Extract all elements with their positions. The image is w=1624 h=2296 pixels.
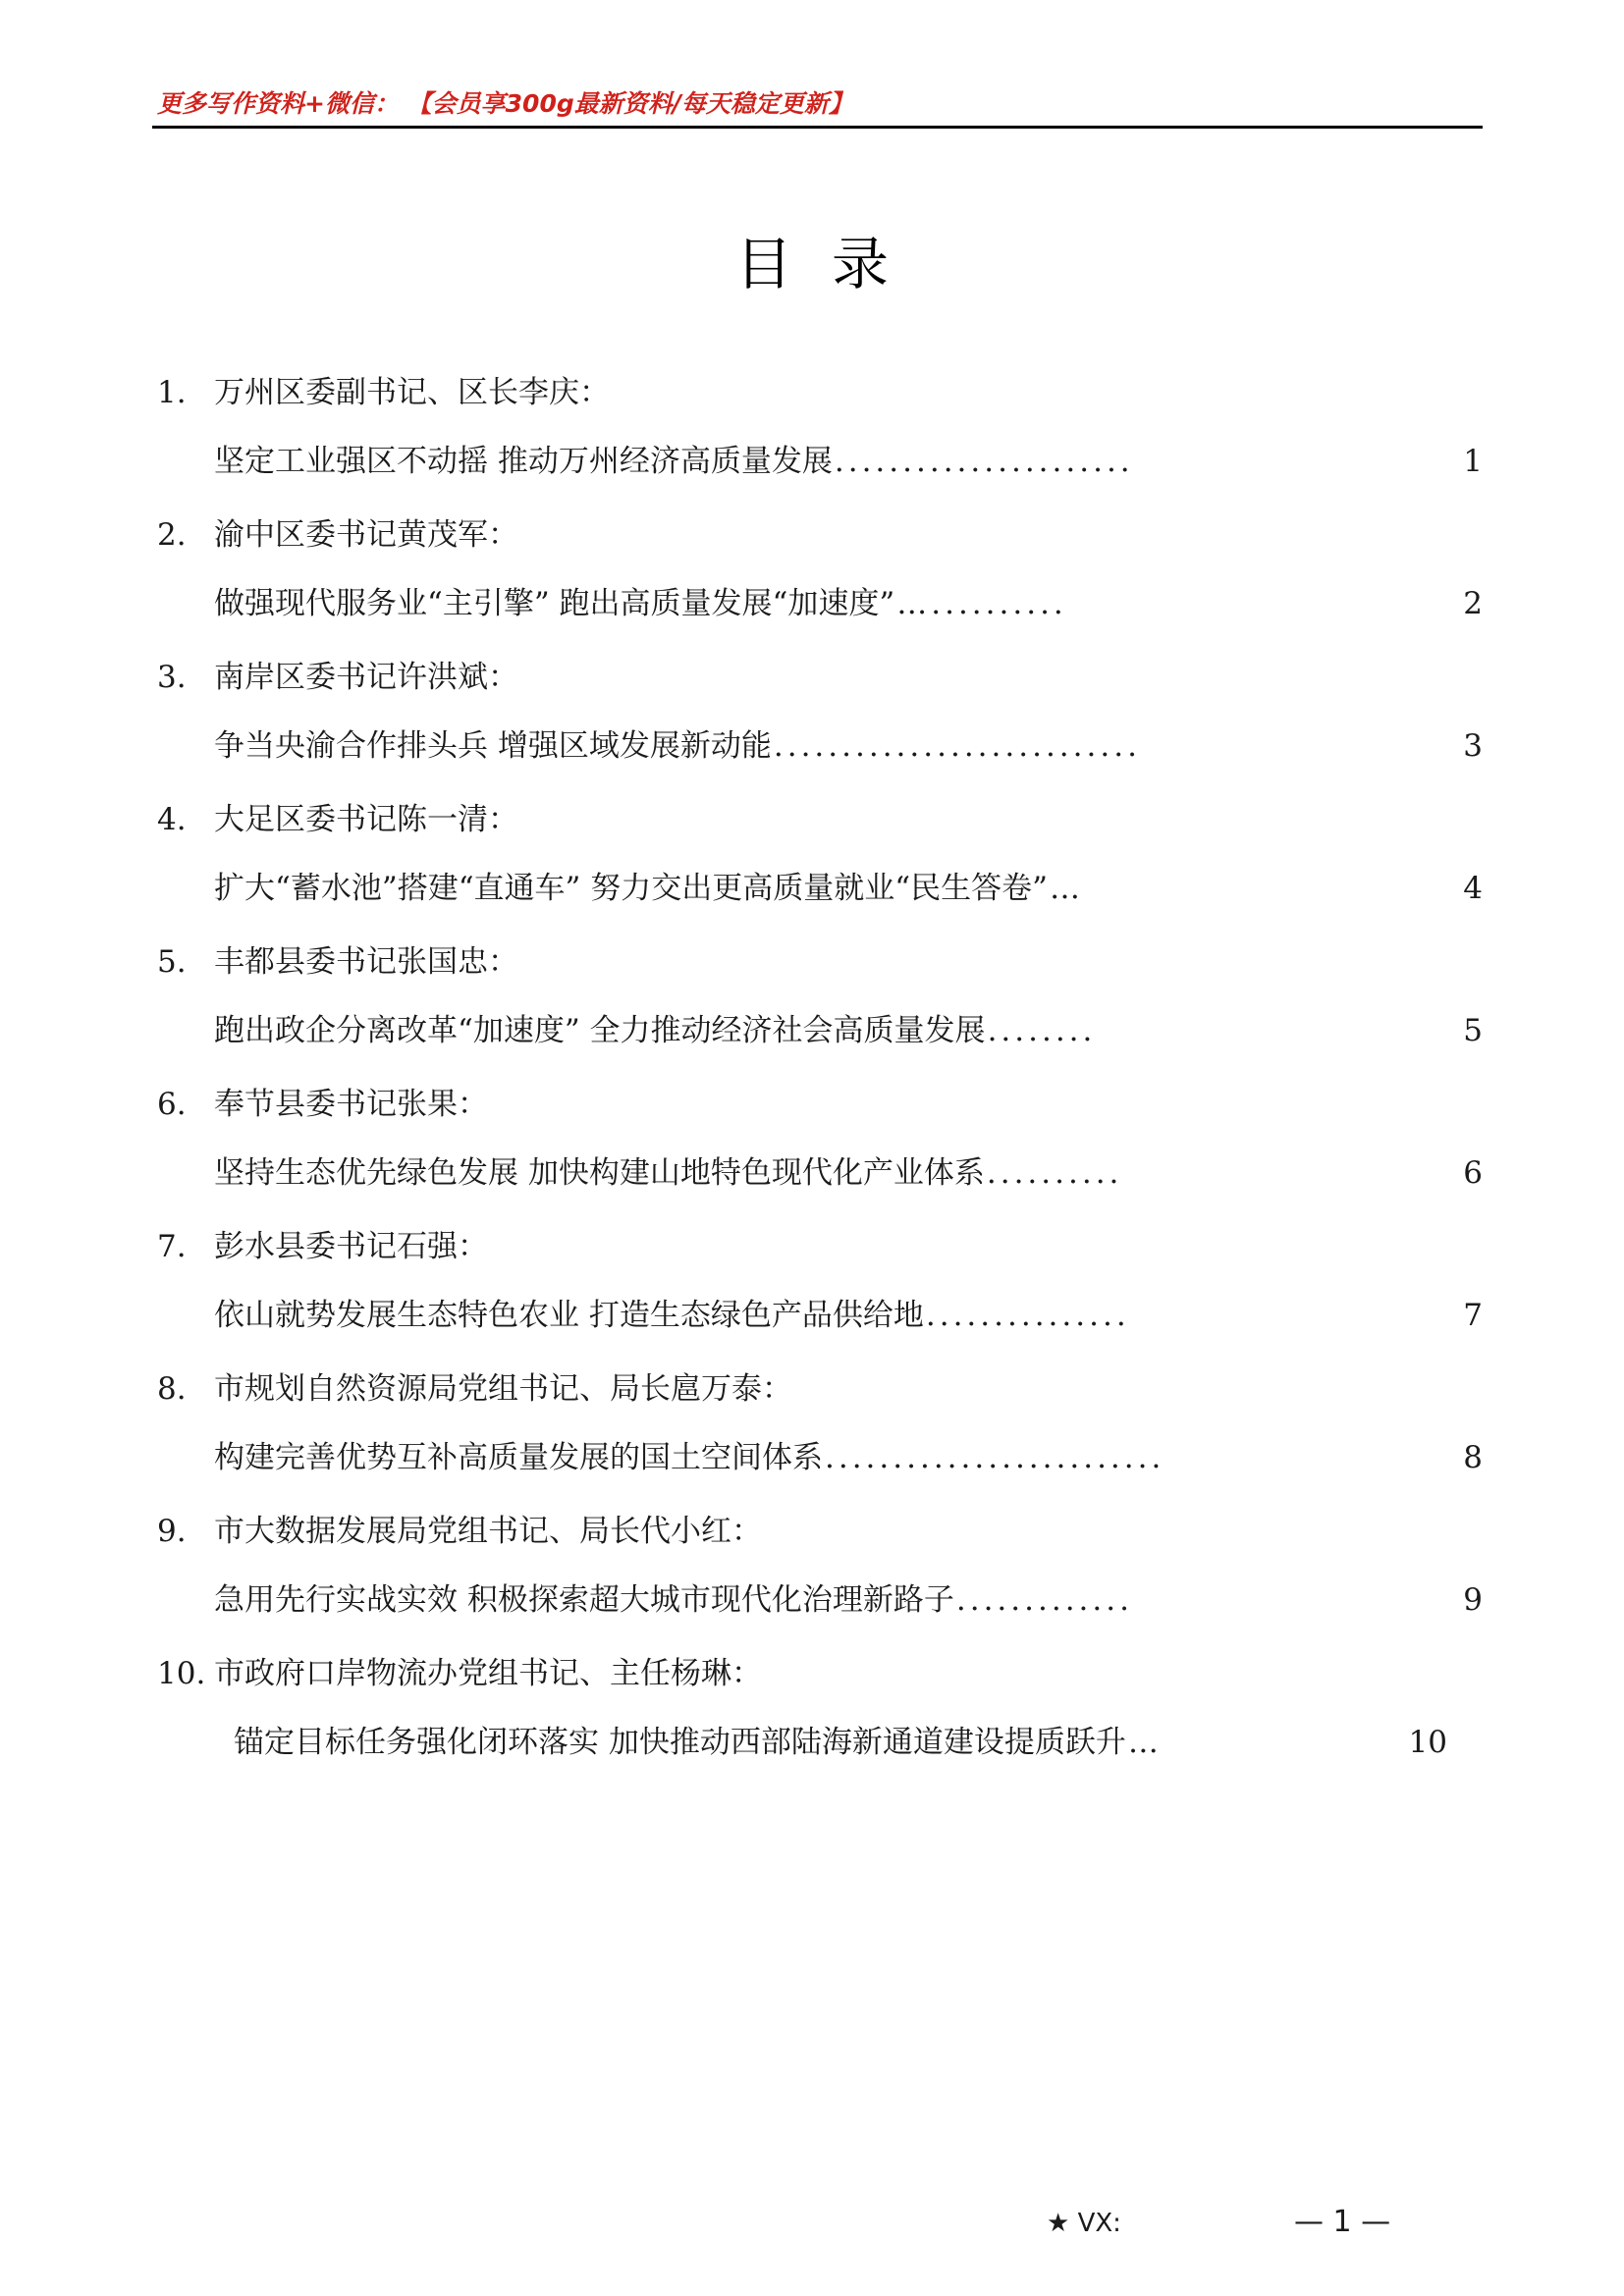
footer-vx-label: ★ VX: [1047,2209,1121,2238]
toc-entry-title: 坚定工业强区不动摇 推动万州经济高质量发展 [214,444,833,479]
toc-page-number: 3 [1463,728,1483,764]
toc-entry-number: 9. [157,1514,187,1549]
toc-entry-line [214,721,1483,771]
toc-entry-line [214,1148,1483,1198]
toc-dot-leader: ….......... [896,586,1067,621]
toc-entry-heading [157,368,610,417]
toc-entry-number: 1. [157,375,187,410]
footer-page-number: — 1 — [1294,2205,1391,2239]
toc-entry-author: 大足区委书记陈一清： [214,802,518,837]
toc-entry-author: 市规划自然资源局党组书记、局长扈万泰： [214,1371,792,1407]
toc-entry-number: 3. [157,660,187,695]
toc-entry-line [234,1718,1447,1767]
toc-entry-number: 5. [157,944,187,980]
toc-page-number: 1 [1463,444,1483,479]
toc-entry-author: 市政府口岸物流办党组书记、主任杨琳： [214,1656,762,1691]
toc-page-number: 10 [1408,1725,1447,1760]
toc-entry-line [214,1006,1483,1055]
toc-entry-author: 彭水县委书记石强： [214,1229,488,1264]
toc-entry-number: 8. [157,1371,187,1407]
toc-entry-line [214,1433,1483,1482]
toc-entry-author: 市大数据发展局党组书记、局长代小红： [214,1514,762,1549]
toc-entry-number: 2. [157,517,187,553]
page-title: 目录 [734,231,928,297]
toc-entry-author: 万州区委副书记、区长李庆： [214,375,610,410]
toc-entry[interactable] [0,653,1624,790]
toc-dot-leader: ......................... [825,1440,1165,1475]
toc-entry[interactable] [0,1222,1624,1360]
toc-entry-heading [157,1364,792,1414]
toc-entry[interactable] [0,795,1624,933]
toc-entry-line [214,1291,1483,1340]
toc-entry-title: 坚持生态优先绿色发展 加快构建山地特色现代化产业体系 [214,1155,985,1191]
toc-entry-title: 跑出政企分离改革“加速度” 全力推动经济社会高质量发展 [214,1013,986,1048]
toc-dot-leader: ............... [925,1298,1130,1333]
header-divider [152,126,1483,129]
toc-entry[interactable] [0,1364,1624,1502]
toc-entry-author: 渝中区委书记黄茂军： [214,517,518,553]
toc-entry-title: 依山就势发展生态特色农业 打造生态绿色产品供给地 [214,1298,924,1333]
toc-entry-heading [157,1080,488,1129]
toc-entry[interactable] [0,1080,1624,1217]
toc-entry[interactable] [0,937,1624,1075]
toc-entry-line [214,437,1483,486]
header-promo-text: 更多写作资料+微信： 【会员享300g最新资料/每天稳定更新】 [157,89,853,118]
toc-entry-title: 锚定目标任务强化闭环落实 加快推动西部陆海新通道建设提质跃升 [234,1725,1126,1760]
toc-dot-leader: ........................... [773,728,1141,764]
toc-entry[interactable] [0,368,1624,506]
toc-page-number: 6 [1463,1155,1483,1191]
toc-entry[interactable] [0,510,1624,648]
toc-entry-number: 4. [157,802,187,837]
toc-entry-title: 做强现代服务业“主引擎” 跑出高质量发展“加速度” [214,586,895,621]
toc-entry-title: 扩大“蓄水池”搭建“直通车” 努力交出更高质量就业“民生答卷” [214,871,1048,906]
toc-dot-leader: … [1127,1725,1163,1760]
toc-entry-heading [157,1507,762,1556]
toc-entry[interactable] [0,1649,1624,1787]
toc-entry-title: 构建完善优势互补高质量发展的国土空间体系 [214,1440,823,1475]
toc-entry-heading [157,1222,488,1271]
toc-page-number: 7 [1463,1298,1483,1333]
toc-page-number: 4 [1463,871,1483,906]
toc-entry-title: 争当央渝合作排头兵 增强区域发展新动能 [214,728,772,764]
toc-dot-leader: … [1049,871,1084,906]
toc-entry-line [214,579,1483,628]
toc-entry-line [214,1575,1483,1625]
toc-page-number: 9 [1463,1582,1483,1618]
toc-entry[interactable] [0,1507,1624,1644]
toc-entry-author: 奉节县委书记张果： [214,1087,488,1122]
toc-entry-number: 10. [157,1656,206,1691]
toc-entry-number: 6. [157,1087,187,1122]
toc-page-number: 2 [1463,586,1483,621]
toc-entry-heading [157,1649,762,1698]
toc-page-number: 5 [1463,1013,1483,1048]
toc-entry-author: 南岸区委书记许洪斌： [214,660,518,695]
toc-page-number: 8 [1463,1440,1483,1475]
toc-dot-leader: .......... [986,1155,1123,1191]
toc-dot-leader: ........ [987,1013,1097,1048]
toc-entry-heading [157,510,518,560]
toc-entry-heading [157,795,518,844]
toc-dot-leader: ...................... [834,444,1134,479]
toc-entry-heading [157,653,518,702]
toc-entry-heading [157,937,518,987]
toc-entry-author: 丰都县委书记张国忠： [214,944,518,980]
toc-entry-title: 急用先行实战实效 积极探索超大城市现代化治理新路子 [214,1582,954,1618]
toc-entry-line [214,864,1483,913]
toc-dot-leader: ............. [955,1582,1133,1618]
toc-entry-number: 7. [157,1229,187,1264]
